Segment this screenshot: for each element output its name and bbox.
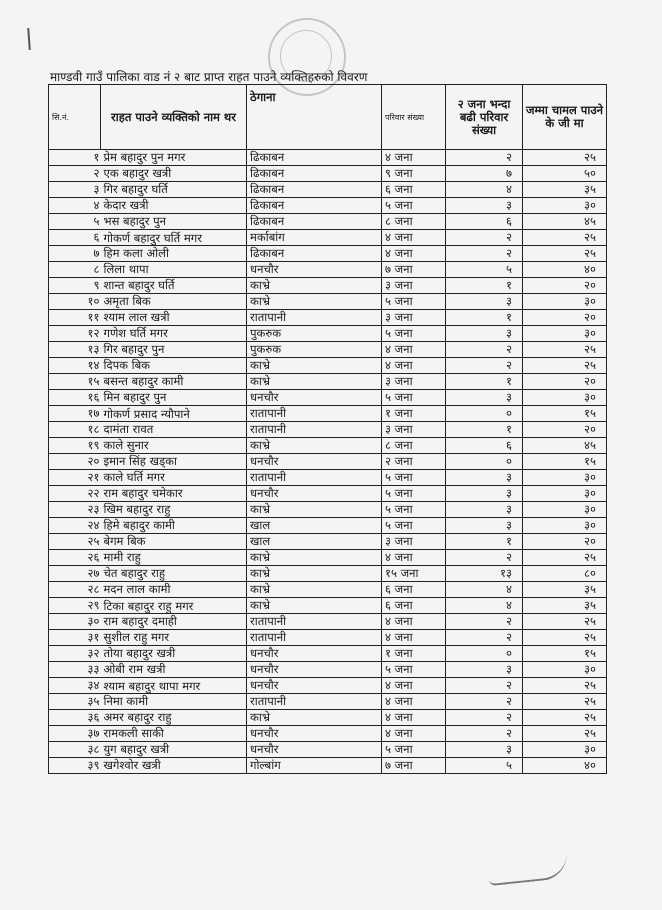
row-rice-kg: २५ [523, 230, 607, 246]
row-recipient-name: रामकली साकी [101, 726, 247, 742]
row-address: काभ्रे [247, 582, 382, 598]
header-serial-number: सि.नं. [49, 85, 101, 150]
row-rice-kg: २० [523, 422, 607, 438]
table-header-row [49, 85, 607, 150]
table-row [49, 742, 607, 758]
margin-pen-mark [27, 28, 31, 50]
row-address: धनचौर [247, 262, 382, 278]
row-family-over-two: ४ [446, 582, 523, 598]
row-rice-kg: १५ [523, 454, 607, 470]
row-rice-kg: ३० [523, 390, 607, 406]
row-family-count: ५ जना [382, 198, 446, 214]
table-row [49, 566, 607, 582]
row-address: काभ्रे [247, 566, 382, 582]
row-family-count: ८ जना [382, 214, 446, 230]
row-recipient-name: खिम बहादुर राहु [101, 502, 247, 518]
row-serial-number: १९ [49, 438, 101, 454]
row-recipient-name: प्रेम बहादुर पुन मगर [101, 150, 247, 166]
row-serial-number: २८ [49, 582, 101, 598]
row-serial-number: ४ [49, 198, 101, 214]
row-recipient-name: गणेश घर्ति मगर [101, 326, 247, 342]
row-family-count: ५ जना [382, 294, 446, 310]
row-family-over-two: ३ [446, 502, 523, 518]
row-rice-kg: २५ [523, 150, 607, 166]
row-address: ढिकाबन [247, 214, 382, 230]
relief-recipients-table [48, 84, 607, 774]
row-address: काभ्रे [247, 598, 382, 614]
row-family-count: ४ जना [382, 678, 446, 694]
row-recipient-name: युग बहादुर खत्री [101, 742, 247, 758]
row-family-count: ८ जना [382, 438, 446, 454]
row-family-count: ४ जना [382, 246, 446, 262]
row-recipient-name: निमा कामी [101, 694, 247, 710]
row-address: काभ्रे [247, 358, 382, 374]
row-family-count: ६ जना [382, 582, 446, 598]
row-serial-number: १६ [49, 390, 101, 406]
row-family-over-two: ३ [446, 198, 523, 214]
row-rice-kg: ४० [523, 758, 607, 774]
table-row [49, 630, 607, 646]
row-address: काभ्रे [247, 710, 382, 726]
header-family-count: परिवार संख्या [382, 85, 446, 150]
row-serial-number: ३२ [49, 646, 101, 662]
row-address: रातापानी [247, 614, 382, 630]
row-serial-number: ३ [49, 182, 101, 198]
row-rice-kg: २५ [523, 678, 607, 694]
row-recipient-name: श्याम लाल खत्री [101, 310, 247, 326]
table-row [49, 278, 607, 294]
row-address: रातापानी [247, 422, 382, 438]
row-serial-number: १२ [49, 326, 101, 342]
table-row [49, 518, 607, 534]
row-family-over-two: ४ [446, 182, 523, 198]
row-family-over-two: २ [446, 614, 523, 630]
row-family-count: ५ जना [382, 390, 446, 406]
row-family-over-two: ३ [446, 486, 523, 502]
table-row [49, 678, 607, 694]
row-family-over-two: ७ [446, 166, 523, 182]
row-family-over-two: ३ [446, 470, 523, 486]
row-family-count: ६ जना [382, 182, 446, 198]
row-address: खाल [247, 534, 382, 550]
row-rice-kg: ३० [523, 326, 607, 342]
table-row [49, 486, 607, 502]
row-rice-kg: २५ [523, 246, 607, 262]
row-recipient-name: सुशील राहु मगर [101, 630, 247, 646]
row-address: मर्काबांग [247, 230, 382, 246]
row-serial-number: २० [49, 454, 101, 470]
row-family-over-two: ५ [446, 262, 523, 278]
row-recipient-name: मदन लाल कामी [101, 582, 247, 598]
row-family-count: ५ जना [382, 502, 446, 518]
table-row [49, 422, 607, 438]
table-row [49, 166, 607, 182]
row-address: धनचौर [247, 662, 382, 678]
row-recipient-name: काले सुनार [101, 438, 247, 454]
table-row [49, 470, 607, 486]
row-address: काभ्रे [247, 294, 382, 310]
row-rice-kg: ५० [523, 166, 607, 182]
row-family-count: ४ जना [382, 150, 446, 166]
row-family-count: ४ जना [382, 710, 446, 726]
table-row [49, 710, 607, 726]
row-family-count: ३ जना [382, 374, 446, 390]
row-family-over-two: १ [446, 374, 523, 390]
row-rice-kg: ३० [523, 502, 607, 518]
row-rice-kg: ३५ [523, 582, 607, 598]
row-recipient-name: टिका बहादुर राहु मगर [101, 598, 247, 614]
row-serial-number: ६ [49, 230, 101, 246]
row-family-over-two: ३ [446, 326, 523, 342]
row-family-over-two: २ [446, 678, 523, 694]
row-address: काभ्रे [247, 550, 382, 566]
row-rice-kg: १५ [523, 646, 607, 662]
row-serial-number: १७ [49, 406, 101, 422]
document-title: माण्डवी गाउँ पालिका वाड नं २ बाट प्राप्त राहत पाउने व्यक्तिहरुको विवरण [50, 70, 368, 84]
row-family-count: ४ जना [382, 550, 446, 566]
row-family-count: ४ जना [382, 342, 446, 358]
table-row [49, 150, 607, 166]
row-family-over-two: १ [446, 278, 523, 294]
row-recipient-name: गोकर्ण बहादुर घर्ति मगर [101, 230, 247, 246]
row-rice-kg: २० [523, 278, 607, 294]
row-family-over-two: १३ [446, 566, 523, 582]
header-recipient-name: राहत पाउने व्यक्तिको नाम थर [101, 85, 247, 150]
table-row [49, 726, 607, 742]
row-recipient-name: चेत बहादुर राहु [101, 566, 247, 582]
row-recipient-name: शान्त बहादुर घर्ति [101, 278, 247, 294]
row-address: ढिकाबन [247, 198, 382, 214]
row-family-over-two: ४ [446, 598, 523, 614]
row-serial-number: ३५ [49, 694, 101, 710]
row-address: धनचौर [247, 678, 382, 694]
row-family-over-two: २ [446, 550, 523, 566]
row-serial-number: ३४ [49, 678, 101, 694]
row-family-over-two: ३ [446, 662, 523, 678]
table-row [49, 294, 607, 310]
row-recipient-name: मामी राहु [101, 550, 247, 566]
row-recipient-name: दिपक बिक [101, 358, 247, 374]
row-serial-number: ११ [49, 310, 101, 326]
row-family-count: ५ जना [382, 486, 446, 502]
row-address: रातापानी [247, 310, 382, 326]
row-rice-kg: ३० [523, 742, 607, 758]
row-rice-kg: २५ [523, 342, 607, 358]
table-row [49, 758, 607, 774]
row-family-count: ५ जना [382, 326, 446, 342]
row-family-count: ५ जना [382, 662, 446, 678]
row-address: रातापानी [247, 470, 382, 486]
row-serial-number: ३३ [49, 662, 101, 678]
row-recipient-name: राम बहादुर दमाही [101, 614, 247, 630]
row-family-count: ४ जना [382, 230, 446, 246]
row-recipient-name: इमान सिंह खड्का [101, 454, 247, 470]
row-family-count: ६ जना [382, 598, 446, 614]
row-family-over-two: ३ [446, 390, 523, 406]
row-serial-number: ३६ [49, 710, 101, 726]
row-family-count: २ जना [382, 454, 446, 470]
table-body [49, 150, 607, 774]
row-address: काभ्रे [247, 278, 382, 294]
row-rice-kg: ३० [523, 518, 607, 534]
row-rice-kg: २० [523, 310, 607, 326]
row-family-count: ३ जना [382, 422, 446, 438]
row-serial-number: २७ [49, 566, 101, 582]
row-address: धनचौर [247, 726, 382, 742]
row-rice-kg: १५ [523, 406, 607, 422]
row-recipient-name: बसन्त बहादुर कामी [101, 374, 247, 390]
row-serial-number: २३ [49, 502, 101, 518]
row-rice-kg: ४० [523, 262, 607, 278]
row-rice-kg: २५ [523, 694, 607, 710]
row-serial-number: १० [49, 294, 101, 310]
row-serial-number: १५ [49, 374, 101, 390]
row-serial-number: ३९ [49, 758, 101, 774]
row-address: काभ्रे [247, 502, 382, 518]
row-family-count: ४ जना [382, 726, 446, 742]
row-family-count: ५ जना [382, 470, 446, 486]
table-row [49, 342, 607, 358]
row-address: पुकरुक [247, 326, 382, 342]
row-family-count: १५ जना [382, 566, 446, 582]
row-serial-number: ३८ [49, 742, 101, 758]
row-serial-number: ८ [49, 262, 101, 278]
row-address: ढिकाबन [247, 150, 382, 166]
header-family-over-two: २ जना भन्दा बढी परिवार संख्या [446, 85, 523, 150]
row-family-over-two: ६ [446, 214, 523, 230]
table-row [49, 182, 607, 198]
row-address: धनचौर [247, 390, 382, 406]
row-recipient-name: भस बहादुर पुन [101, 214, 247, 230]
row-family-over-two: ६ [446, 438, 523, 454]
header-address: ठेगाना [247, 85, 382, 150]
row-address: काभ्रे [247, 374, 382, 390]
row-rice-kg: २५ [523, 710, 607, 726]
row-family-over-two: २ [446, 230, 523, 246]
table-row [49, 390, 607, 406]
row-family-count: ९ जना [382, 166, 446, 182]
row-family-over-two: २ [446, 694, 523, 710]
row-serial-number: २ [49, 166, 101, 182]
table-row [49, 694, 607, 710]
row-address: धनचौर [247, 742, 382, 758]
row-rice-kg: २५ [523, 630, 607, 646]
table-row [49, 374, 607, 390]
table-row [49, 262, 607, 278]
row-serial-number: ९ [49, 278, 101, 294]
row-family-count: ५ जना [382, 742, 446, 758]
row-serial-number: ३१ [49, 630, 101, 646]
row-serial-number: १ [49, 150, 101, 166]
row-recipient-name: हिम कला ओली [101, 246, 247, 262]
row-family-count: ३ जना [382, 278, 446, 294]
row-recipient-name: गिर बहादुर पुन [101, 342, 247, 358]
row-family-over-two: २ [446, 358, 523, 374]
row-family-over-two: ० [446, 454, 523, 470]
table-row [49, 406, 607, 422]
row-family-count: ५ जना [382, 518, 446, 534]
row-rice-kg: ३५ [523, 182, 607, 198]
table-row [49, 438, 607, 454]
row-recipient-name: केदार खत्री [101, 198, 247, 214]
table-row [49, 358, 607, 374]
row-recipient-name: श्याम बहादुर थापा मगर [101, 678, 247, 694]
table-row [49, 646, 607, 662]
row-rice-kg: ३५ [523, 598, 607, 614]
row-recipient-name: तोया बहादुर खत्री [101, 646, 247, 662]
row-address: धनचौर [247, 454, 382, 470]
row-serial-number: १८ [49, 422, 101, 438]
row-serial-number: ३७ [49, 726, 101, 742]
row-address: काभ्रे [247, 438, 382, 454]
row-recipient-name: गिर बहादुर घर्ति [101, 182, 247, 198]
row-family-over-two: २ [446, 342, 523, 358]
row-recipient-name: लिला थापा [101, 262, 247, 278]
row-serial-number: २१ [49, 470, 101, 486]
table-row [49, 534, 607, 550]
row-recipient-name: मिन बहादुर पुन [101, 390, 247, 406]
row-rice-kg: ३० [523, 662, 607, 678]
row-rice-kg: ३० [523, 470, 607, 486]
row-address: गोल्बांग [247, 758, 382, 774]
row-recipient-name: अमृता बिक [101, 294, 247, 310]
row-serial-number: २५ [49, 534, 101, 550]
row-family-over-two: ० [446, 646, 523, 662]
row-serial-number: २९ [49, 598, 101, 614]
row-address: खाल [247, 518, 382, 534]
row-family-count: ४ जना [382, 358, 446, 374]
row-serial-number: १३ [49, 342, 101, 358]
row-family-over-two: ३ [446, 518, 523, 534]
table-row [49, 454, 607, 470]
row-rice-kg: २५ [523, 550, 607, 566]
row-address: ढिकाबन [247, 246, 382, 262]
row-rice-kg: २५ [523, 726, 607, 742]
row-family-count: ७ जना [382, 758, 446, 774]
table-row [49, 502, 607, 518]
table-row [49, 326, 607, 342]
row-serial-number: २४ [49, 518, 101, 534]
row-family-over-two: ३ [446, 742, 523, 758]
row-recipient-name: अमर बहादुर राहु [101, 710, 247, 726]
row-family-over-two: २ [446, 150, 523, 166]
row-family-over-two: ० [446, 406, 523, 422]
row-recipient-name: काले घर्ति मगर [101, 470, 247, 486]
row-family-over-two: २ [446, 710, 523, 726]
row-address: रातापानी [247, 694, 382, 710]
row-address: रातापानी [247, 406, 382, 422]
row-family-over-two: २ [446, 726, 523, 742]
row-recipient-name: हिमे बहादुर कामी [101, 518, 247, 534]
row-family-count: ४ जना [382, 630, 446, 646]
row-address: धनचौर [247, 486, 382, 502]
signature-mark [487, 852, 569, 886]
row-family-over-two: २ [446, 246, 523, 262]
row-address: ढिकाबन [247, 182, 382, 198]
row-family-over-two: १ [446, 422, 523, 438]
row-family-count: ३ जना [382, 310, 446, 326]
row-serial-number: ७ [49, 246, 101, 262]
row-family-over-two: १ [446, 534, 523, 550]
row-rice-kg: २० [523, 534, 607, 550]
table-row [49, 614, 607, 630]
table-row [49, 230, 607, 246]
row-recipient-name: बेगम बिक [101, 534, 247, 550]
table-row [49, 662, 607, 678]
table-row [49, 214, 607, 230]
table-row [49, 550, 607, 566]
row-rice-kg: ८० [523, 566, 607, 582]
row-recipient-name: खगेश्वोर खत्री [101, 758, 247, 774]
row-recipient-name: गोकर्ण प्रसाद न्यौपाने [101, 406, 247, 422]
row-family-over-two: १ [446, 310, 523, 326]
table-row [49, 310, 607, 326]
row-address: ढिकाबन [247, 166, 382, 182]
table-row [49, 598, 607, 614]
row-serial-number: २६ [49, 550, 101, 566]
table-row [49, 246, 607, 262]
row-rice-kg: ३० [523, 294, 607, 310]
header-rice-kg: जम्मा चामल पाउने के जी मा [523, 85, 607, 150]
row-recipient-name: राम बहादुर चमेकार [101, 486, 247, 502]
row-rice-kg: ४५ [523, 214, 607, 230]
row-family-count: १ जना [382, 646, 446, 662]
row-address: धनचौर [247, 646, 382, 662]
row-family-count: ४ जना [382, 694, 446, 710]
table-row [49, 198, 607, 214]
row-recipient-name: दामंता रावत [101, 422, 247, 438]
row-rice-kg: २५ [523, 614, 607, 630]
row-family-over-two: ५ [446, 758, 523, 774]
row-family-over-two: ३ [446, 294, 523, 310]
row-serial-number: ३० [49, 614, 101, 630]
row-family-count: ३ जना [382, 534, 446, 550]
row-rice-kg: २० [523, 374, 607, 390]
row-family-over-two: २ [446, 630, 523, 646]
row-family-count: १ जना [382, 406, 446, 422]
row-serial-number: २२ [49, 486, 101, 502]
row-family-count: ७ जना [382, 262, 446, 278]
row-address: पुकरुक [247, 342, 382, 358]
row-rice-kg: ३० [523, 198, 607, 214]
row-recipient-name: एक बहादुर खत्री [101, 166, 247, 182]
row-address: रातापानी [247, 630, 382, 646]
row-serial-number: ५ [49, 214, 101, 230]
row-family-count: ४ जना [382, 614, 446, 630]
row-serial-number: १४ [49, 358, 101, 374]
table-row [49, 582, 607, 598]
row-rice-kg: ४५ [523, 438, 607, 454]
row-rice-kg: २५ [523, 358, 607, 374]
row-rice-kg: ३० [523, 486, 607, 502]
row-recipient-name: ओबी राम खत्री [101, 662, 247, 678]
